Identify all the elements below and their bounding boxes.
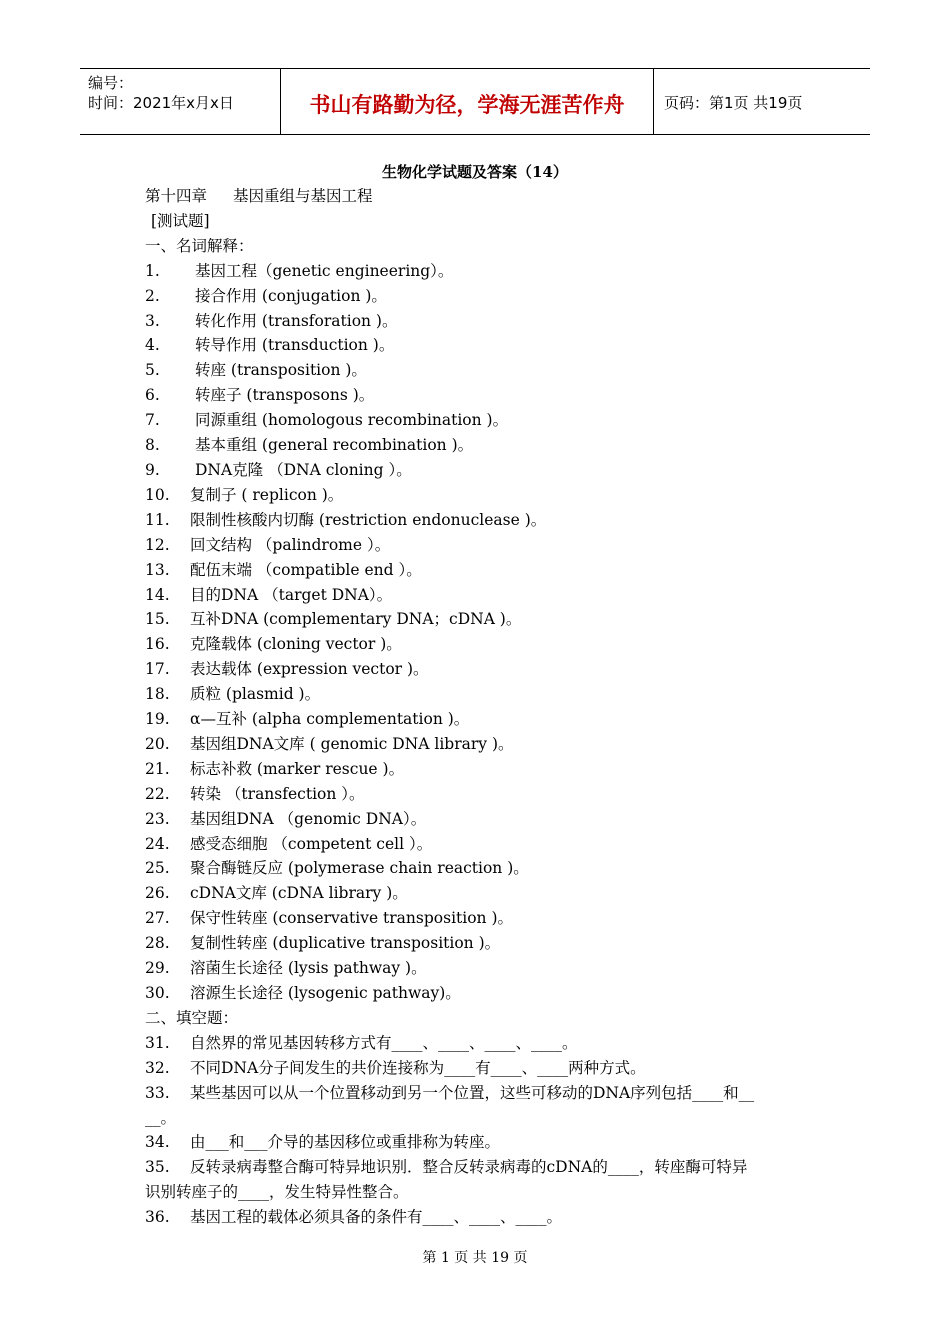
item-number: 1. (145, 261, 160, 280)
term-text: 感受态细胞 （competent cell ）。 (190, 834, 433, 853)
item-number: 4. (145, 336, 160, 355)
item-number: 9. (145, 460, 160, 479)
header-motto: 书山有路勤为径，学海无涯苦作舟 (281, 69, 654, 134)
document-body (145, 184, 815, 1230)
term-item (145, 981, 815, 1006)
term-item (145, 259, 815, 284)
term-text: α—互补 (alpha complementation )。 (190, 710, 470, 729)
term-item (145, 906, 815, 931)
term-text: 配伍末端 （compatible end ）。 (190, 560, 422, 579)
code-label: 编号： (88, 74, 134, 92)
term-text: 表达载体 (expression vector )。 (190, 660, 429, 679)
item-number: 12. (145, 535, 170, 554)
page-header (80, 68, 870, 135)
term-item (145, 856, 815, 881)
term-text: 复制性转座 (duplicative transposition )。 (190, 934, 501, 953)
term-item (145, 583, 815, 608)
terms-list (145, 259, 815, 1006)
item-number: 31. (145, 1033, 170, 1052)
question-text: 自然界的常见基因转移方式有____、____、____、____。 (190, 1033, 578, 1052)
item-number: 33. (145, 1083, 170, 1102)
item-number: 20. (145, 734, 170, 753)
term-item (145, 881, 815, 906)
item-number: 14. (145, 585, 170, 604)
item-number: 10. (145, 485, 170, 504)
question-text: 不同DNA分子间发生的共价连接称为____有____、____两种方式。 (190, 1058, 646, 1077)
chapter-name: 基因重组与基因工程 (233, 187, 373, 205)
term-text: 基因组DNA （genomic DNA）。 (190, 809, 427, 828)
item-number: 26. (145, 884, 170, 903)
term-text: 转染 （transfection ）。 (190, 784, 365, 803)
term-item (145, 458, 815, 483)
header-page-number: 页码：第1页 共19页 (664, 94, 803, 112)
question-item (145, 1155, 815, 1180)
term-text: 同源重组 (homologous recombination )。 (195, 411, 509, 430)
question-item (145, 1081, 815, 1106)
term-item (145, 333, 815, 358)
term-item (145, 483, 815, 508)
term-text: 基因工程（genetic engineering）。 (195, 261, 454, 280)
term-text: DNA克隆 （DNA cloning ）。 (195, 460, 412, 479)
date-label: 时间：2021年x月x日 (88, 94, 234, 112)
term-item (145, 657, 815, 682)
term-item (145, 408, 815, 433)
term-item (145, 832, 815, 857)
item-number: 6. (145, 386, 160, 405)
question-item (145, 1031, 815, 1056)
document-title: 生物化学试题及答案（14） (382, 163, 568, 181)
item-number: 27. (145, 909, 170, 928)
question-continuation: __。 (145, 1108, 177, 1127)
term-item (145, 632, 815, 657)
term-text: 聚合酶链反应 (polymerase chain reaction )。 (190, 859, 529, 878)
term-item (145, 558, 815, 583)
question-item (145, 1205, 815, 1230)
term-item (145, 931, 815, 956)
item-number: 29. (145, 959, 170, 978)
item-number: 19. (145, 710, 170, 729)
term-text: 接合作用 (conjugation )。 (195, 286, 387, 305)
chapter-number: 第十四章 (145, 187, 208, 205)
term-item (145, 807, 815, 832)
term-text: 复制子 ( replicon )。 (190, 485, 344, 504)
term-text: 克隆载体 (cloning vector )。 (190, 635, 402, 654)
item-number: 2. (145, 286, 160, 305)
page-footer: 第 1 页 共 19 页 (422, 1250, 528, 1266)
term-item (145, 757, 815, 782)
term-item (145, 383, 815, 408)
term-item (145, 607, 815, 632)
term-text: 转座 (transposition )。 (195, 361, 367, 380)
header-meta (80, 69, 281, 134)
chapter-heading (145, 184, 815, 209)
term-item (145, 682, 815, 707)
term-text: cDNA文库 (cDNA library )。 (190, 884, 408, 903)
question-continuation: 识别转座子的____，发生特异性整合。 (145, 1183, 409, 1202)
item-number: 7. (145, 411, 160, 430)
term-item (145, 508, 815, 533)
term-item (145, 309, 815, 334)
item-number: 13. (145, 560, 170, 579)
term-text: 标志补救 (marker rescue )。 (190, 759, 405, 778)
item-number: 18. (145, 685, 170, 704)
item-number: 34. (145, 1133, 170, 1152)
item-number: 24. (145, 834, 170, 853)
term-text: 目的DNA （target DNA）。 (190, 585, 393, 604)
item-number: 21. (145, 759, 170, 778)
question-item (145, 1056, 815, 1081)
term-text: 转化作用 (transforation )。 (195, 311, 398, 330)
item-number: 11. (145, 510, 170, 529)
term-text: 基因组DNA文库 ( genomic DNA library )。 (190, 734, 514, 753)
question-text: 由___和___介导的基因移位或重排称为转座。 (190, 1133, 501, 1152)
term-item (145, 956, 815, 981)
term-item (145, 707, 815, 732)
term-text: 限制性核酸内切酶 (restriction endonuclease )。 (190, 510, 547, 529)
term-item (145, 433, 815, 458)
term-item (145, 533, 815, 558)
term-item (145, 782, 815, 807)
item-number: 30. (145, 984, 170, 1002)
item-number: 8. (145, 436, 160, 455)
term-text: 溶源生长途径 (lysogenic pathway)。 (190, 984, 461, 1002)
item-number: 15. (145, 610, 170, 629)
item-number: 28. (145, 934, 170, 953)
term-item (145, 732, 815, 757)
item-number: 3. (145, 311, 160, 330)
test-label: [测试题] (151, 211, 210, 230)
item-number: 32. (145, 1058, 170, 1077)
term-text: 回文结构 （palindrome ）。 (190, 535, 391, 554)
term-text: 转导作用 (transduction )。 (195, 336, 395, 355)
item-number: 22. (145, 784, 170, 803)
term-item (145, 358, 815, 383)
item-number: 36. (145, 1208, 170, 1227)
item-number: 25. (145, 859, 170, 878)
term-item (145, 284, 815, 309)
term-text: 质粒 (plasmid )。 (190, 685, 321, 704)
fill-in-list (145, 1031, 815, 1230)
section-heading-fill: 二、填空题： (145, 1008, 239, 1027)
item-number: 17. (145, 660, 170, 679)
term-text: 保守性转座 (conservative transposition )。 (190, 909, 514, 928)
question-text: 某些基因可以从一个位置移动到另一个位置，这些可移动的DNA序列包括____和__ (190, 1083, 755, 1102)
item-number: 35. (145, 1158, 170, 1177)
section-heading-terms: 一、名词解释： (145, 236, 254, 255)
question-item (145, 1130, 815, 1155)
item-number: 5. (145, 361, 160, 380)
term-text: 基本重组 (general recombination )。 (195, 436, 474, 455)
term-text: 互补DNA (complementary DNA；cDNA )。 (190, 610, 522, 629)
term-text: 转座子 (transposons )。 (195, 386, 375, 405)
question-text: 基因工程的载体必须具备的条件有____、____、____。 (190, 1208, 563, 1227)
question-text: 反转录病毒整合酶可特异地识别．整合反转录病毒的cDNA的____，转座酶可特异 (190, 1158, 748, 1177)
item-number: 16. (145, 635, 170, 654)
item-number: 23. (145, 809, 170, 828)
term-text: 溶菌生长途径 (lysis pathway )。 (190, 959, 427, 978)
